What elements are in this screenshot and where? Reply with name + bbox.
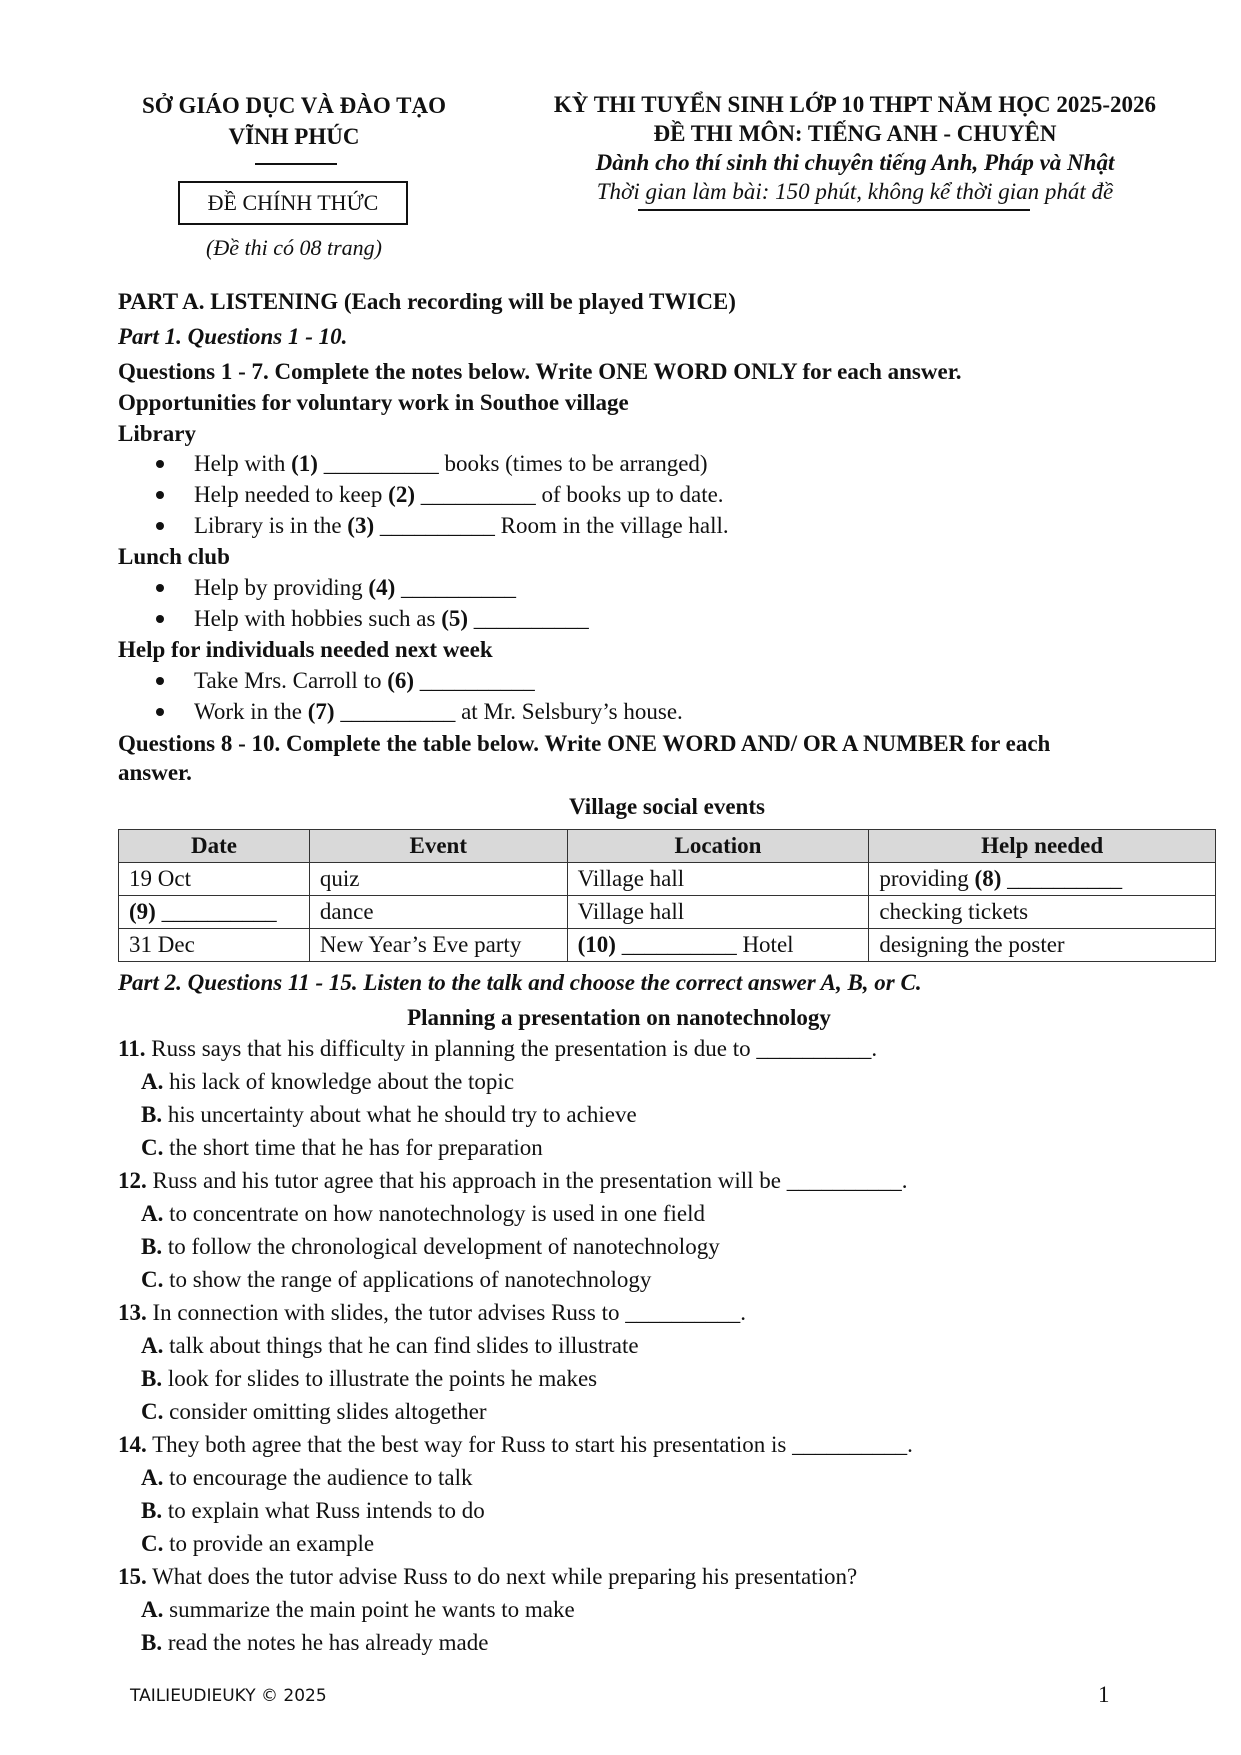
bullet <box>156 708 164 716</box>
footer-brand: TAILIEUDIEUKY © 2025 <box>130 1686 327 1706</box>
table-row <box>119 863 1216 896</box>
option-c: C. to show the range of applications of nanotechnology <box>141 1267 652 1292</box>
header-date: Date <box>119 830 310 863</box>
option-b: B. to explain what Russ intends to do <box>141 1498 485 1523</box>
library-heading: Library <box>118 421 196 446</box>
q8-10-instruction: Questions 8 - 10. Complete the table below. Write ONE WORD AND/ OR A NUMBER for each <box>118 731 1051 756</box>
cell-location: (10) __________ Hotel <box>567 929 869 962</box>
cell-location: Village hall <box>567 896 869 929</box>
pages-note: (Đề thi có 08 trang) <box>206 235 382 260</box>
cell-location: Village hall <box>567 863 869 896</box>
bullet <box>156 491 164 499</box>
cell-date: (9) __________ <box>119 896 310 929</box>
department-name: SỞ GIÁO DỤC VÀ ĐÀO TẠO <box>142 93 446 118</box>
header-event: Event <box>309 830 567 863</box>
cell-event: dance <box>309 896 567 929</box>
cell-date: 31 Dec <box>119 929 310 962</box>
part-a-title: PART A. LISTENING (Each recording will be played TWICE) <box>118 289 736 314</box>
option-a: A. talk about things that he can find slides to illustrate <box>141 1333 639 1358</box>
exam-duration: Thời gian làm bài: 150 phút, không kể thời gian phát đề <box>596 179 1114 204</box>
header-right <box>495 90 1215 206</box>
cell-event: New Year’s Eve party <box>309 929 567 962</box>
header-left <box>118 90 470 152</box>
option-a: A. to encourage the audience to talk <box>141 1465 473 1490</box>
option-b: B. look for slides to illustrate the points he makes <box>141 1366 598 1391</box>
header-location: Location <box>567 830 869 863</box>
cell-help: providing (8) __________ <box>869 863 1216 896</box>
cell-date: 19 Oct <box>119 863 310 896</box>
list-item: Help with (1) __________ books (times to be arranged) <box>194 451 708 476</box>
bullet <box>156 460 164 468</box>
list-item: Help with hobbies such as (5) __________ <box>194 606 589 631</box>
question-13: 13. In connection with slides, the tutor advises Russ to __________. <box>118 1300 746 1325</box>
option-c: C. to provide an example <box>141 1531 375 1556</box>
option-b: B. to follow the chronological development of nanotechnology <box>141 1234 720 1259</box>
table-title: Village social events <box>569 794 765 819</box>
header-right-divider <box>638 209 1030 211</box>
part2-instruction: Part 2. Questions 11 - 15. Listen to the talk and choose the correct answer A, B, or C. <box>118 970 922 995</box>
official-box: ĐỀ CHÍNH THỨC <box>178 181 408 225</box>
list-item: Library is in the (3) __________ Room in the village hall. <box>194 513 729 538</box>
province-name: VĨNH PHÚC <box>228 124 360 149</box>
table-header-row <box>119 830 1216 863</box>
bullet <box>156 677 164 685</box>
cell-help: designing the poster <box>869 929 1216 962</box>
part2-title: Planning a presentation on nanotechnology <box>407 1005 831 1030</box>
header-divider <box>255 163 337 165</box>
notes-title: Opportunities for voluntary work in Southoe village <box>118 390 629 415</box>
list-item: Help needed to keep (2) __________ of books up to date. <box>194 482 724 507</box>
option-a: A. his lack of knowledge about the topic <box>141 1069 515 1094</box>
question-12: 12. Russ and his tutor agree that his approach in the presentation will be __________. <box>118 1168 908 1193</box>
question-14: 14. They both agree that the best way for Russ to start his presentation is __________. <box>118 1432 913 1457</box>
page-number: 1 <box>1098 1682 1110 1707</box>
q8-10-instruction-cont: answer. <box>118 760 192 785</box>
question-11: 11. Russ says that his difficulty in planning the presentation is due to __________. <box>118 1036 878 1061</box>
exam-title: KỲ THI TUYỂN SINH LỚP 10 THPT NĂM HỌC 2025-2026 <box>553 92 1157 117</box>
header-help: Help needed <box>869 830 1216 863</box>
option-b: B. read the notes he has already made <box>141 1630 489 1655</box>
exam-subject: ĐỀ THI MÔN: TIẾNG ANH - CHUYÊN <box>653 121 1057 146</box>
option-b: B. his uncertainty about what he should try to achieve <box>141 1102 637 1127</box>
part1-title: Part 1. Questions 1 - 10. <box>118 324 348 349</box>
list-item: Work in the (7) __________ at Mr. Selsbury’s house. <box>194 699 683 724</box>
bullet <box>156 522 164 530</box>
table-row <box>119 896 1216 929</box>
lunch-heading: Lunch club <box>118 544 230 569</box>
list-item: Help by providing (4) __________ <box>194 575 516 600</box>
option-a: A. summarize the main point he wants to make <box>141 1597 575 1622</box>
option-c: C. the short time that he has for preparation <box>141 1135 543 1160</box>
option-a: A. to concentrate on how nanotechnology is used in one field <box>141 1201 706 1226</box>
q1-7-instruction: Questions 1 - 7. Complete the notes below. Write ONE WORD ONLY for each answer. <box>118 359 962 384</box>
option-c: C. consider omitting slides altogether <box>141 1399 487 1424</box>
cell-event: quiz <box>309 863 567 896</box>
bullet <box>156 584 164 592</box>
cell-help: checking tickets <box>869 896 1216 929</box>
list-item: Take Mrs. Carroll to (6) __________ <box>194 668 535 693</box>
bullet <box>156 615 164 623</box>
table-row <box>119 929 1216 962</box>
events-table <box>118 829 1216 962</box>
individuals-heading: Help for individuals needed next week <box>118 637 493 662</box>
question-15: 15. What does the tutor advise Russ to do next while preparing his presentation? <box>118 1564 858 1589</box>
exam-audience: Dành cho thí sinh thi chuyên tiếng Anh, Pháp và Nhật <box>595 150 1115 175</box>
